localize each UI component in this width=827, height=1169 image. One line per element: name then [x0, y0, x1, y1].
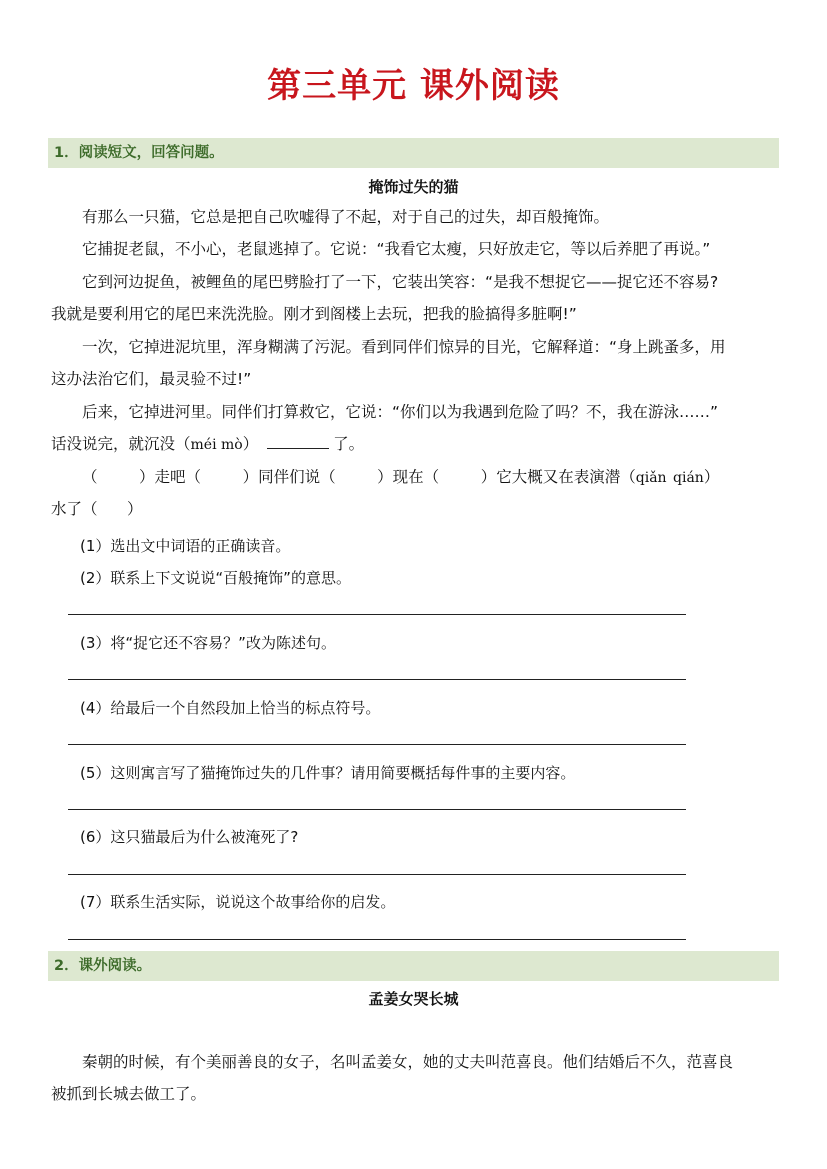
- answer-line-5[interactable]: [68, 809, 686, 810]
- section-header-2: 2．课外阅读。: [48, 951, 779, 981]
- section2-paragraph-1-line-2: 被抓到长城去做工了。: [51, 1085, 207, 1103]
- question-5: (5）这则寓言写了猫掩饰过失的几件事？请用简要概括每件事的主要内容。: [80, 764, 576, 782]
- section2-paragraph-1-line-1: 秦朝的时候，有个美丽善良的女子，名叫孟姜女，她的丈夫叫范喜良。他们结婚后不久，范喜良: [82, 1053, 734, 1071]
- question-1: (1）选出文中词语的正确读音。: [80, 537, 291, 555]
- story-title-1: 掩饰过失的猫: [368, 178, 459, 196]
- paragraph-6-text-b: ）: [703, 468, 720, 486]
- answer-line-7[interactable]: [68, 939, 686, 940]
- pinyin-qianqian: qiǎn qián: [635, 470, 704, 486]
- paragraph-2: 它捕捉老鼠，不小心，老鼠逃掉了。它说：“我看它太瘦，只好放走它，等以后养肥了再说。”: [82, 240, 711, 258]
- paragraph-5-line-2: [51, 429, 779, 462]
- page-title: 第三单元 课外阅读: [267, 66, 560, 106]
- story-title-2: 孟姜女哭长城: [368, 990, 459, 1008]
- paragraph-6-line-1: [82, 462, 810, 495]
- paragraph-4-line-1: 一次，它掉进泥坑里，浑身糊满了污泥。看到同伴们惊异的目光，它解释道：“身上跳蚤多，用: [82, 338, 726, 356]
- paragraph-5-line-1: 后来，它掉进河里。同伴们打算救它，它说：“你们以为我遇到危险了吗？不，我在游泳……”: [82, 403, 719, 421]
- answer-line-2[interactable]: [68, 614, 686, 615]
- answer-line-4[interactable]: [68, 744, 686, 745]
- pinyin-meimo: méi mò: [190, 437, 243, 453]
- question-6: (6）这只猫最后为什么被淹死了?: [80, 828, 299, 846]
- answer-line-3[interactable]: [68, 679, 686, 680]
- section-header-1: 1．阅读短文，回答问题。: [48, 138, 779, 168]
- question-4: (4）给最后一个自然段加上恰当的标点符号。: [80, 699, 381, 717]
- question-7: (7）联系生活实际，说说这个故事给你的启发。: [80, 893, 396, 911]
- paragraph-5-text-b: ）: [242, 435, 259, 453]
- paragraph-3-line-1: 它到河边捉鱼，被鲤鱼的尾巴劈脸打了一下，它装出笑容：“是我不想捉它——捉它还不容易?: [82, 273, 719, 291]
- paragraph-6-text-a: （ ）走吧（ ）同伴们说（ ）现在（ ）它大概又在表演潜（: [82, 468, 636, 486]
- answer-line-6[interactable]: [68, 874, 686, 875]
- question-2: (2）联系上下文说说“百般掩饰”的意思。: [80, 569, 351, 587]
- paragraph-1: 有那么一只猫，它总是把自己吹嘘得了不起，对于自己的过失，却百般掩饰。: [82, 208, 610, 226]
- paragraph-6-line-2: 水了（ ）: [51, 500, 143, 518]
- paragraph-3-line-2: 我就是要利用它的尾巴来洗洗脸。刚才到阁楼上去玩，把我的脸搞得多脏啊!”: [51, 305, 577, 323]
- paragraph-4-line-2: 这办法治它们，最灵验不过!”: [51, 370, 252, 388]
- fill-blank-answer[interactable]: [267, 434, 329, 449]
- question-3: (3）将“捉它还不容易？”改为陈述句。: [80, 634, 336, 652]
- paragraph-5-text-a: 话没说完，就沉没（: [51, 435, 191, 453]
- paragraph-5-text-c: 了。: [333, 435, 365, 453]
